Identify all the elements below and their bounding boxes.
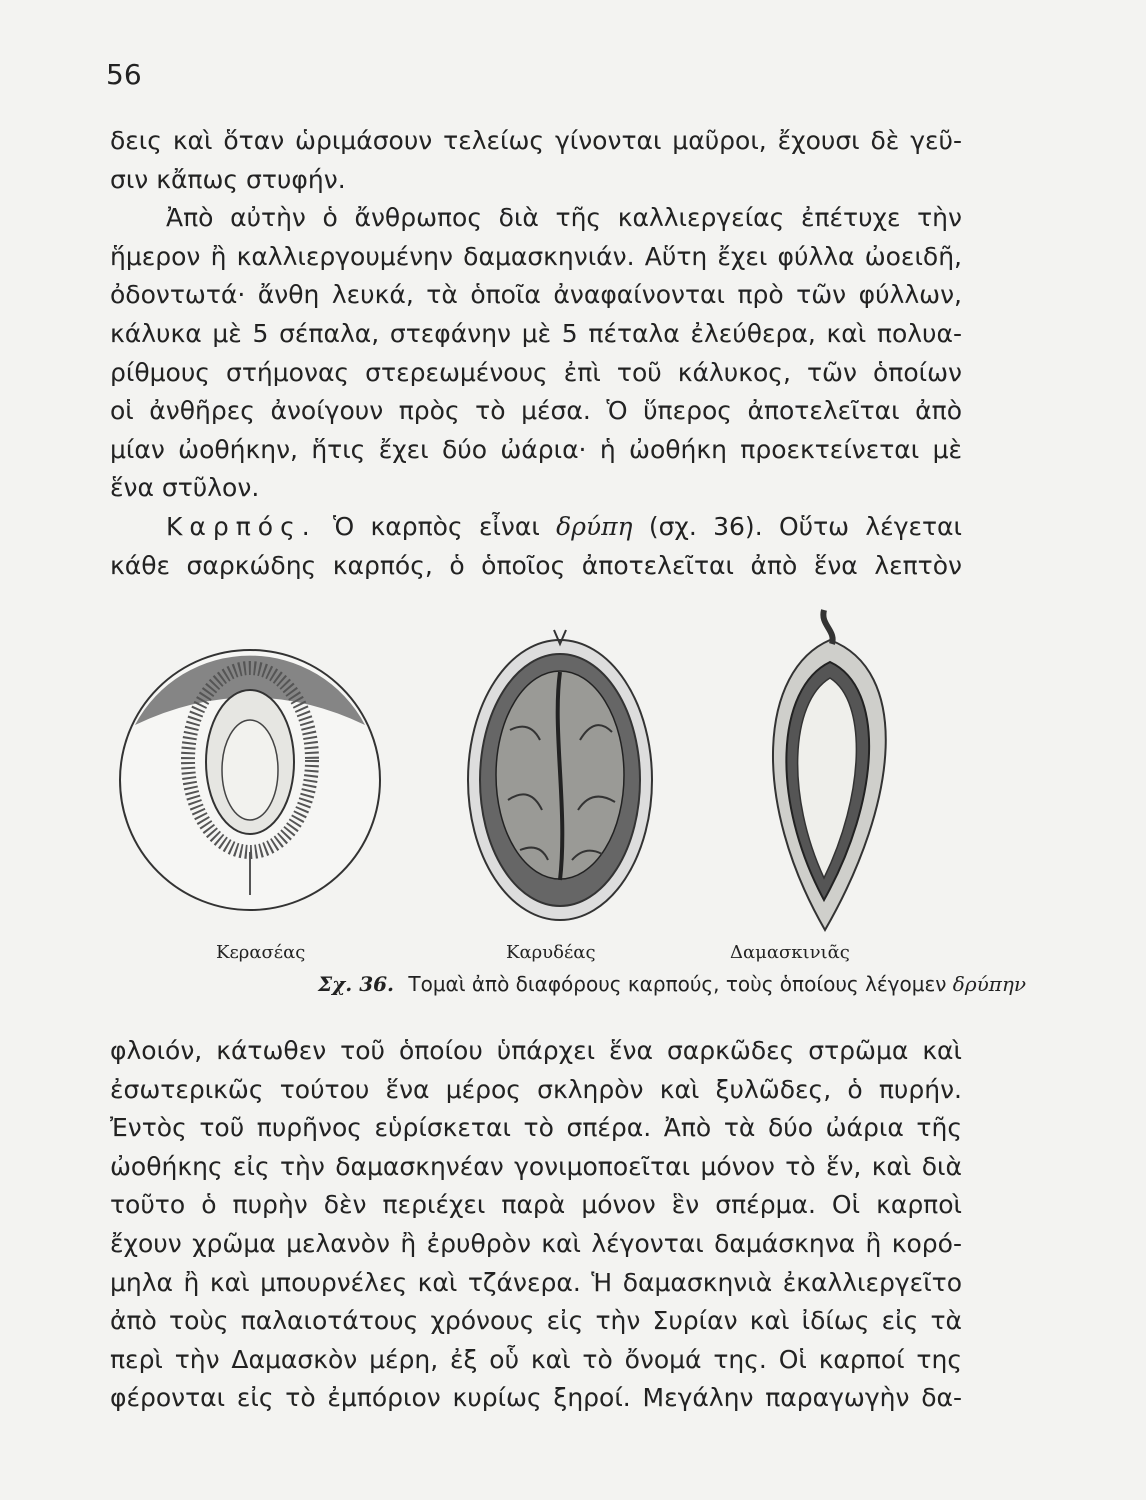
text-line: ρίθμους στήμονας στερεωμένους ἐπὶ τοῦ κάλυκος, τῶν ὁποίων [110,357,962,387]
fruit-sections-figure [100,600,980,960]
text-line: μίαν ὠοθήκην, ἥτις ἔχει δύο ὠάρια· ἡ ὠοθήκη προεκτείνεται μὲ [110,434,962,464]
karpos-lead: Ὁ καρπὸς εἶναι [333,511,540,541]
text-line: οἱ ἀνθῆρες ἀνοίγουν πρὸς τὸ μέσα. Ὁ ὕπερος ἀποτελεῖται ἀπὸ [110,396,962,426]
plum-section-illustration [740,600,920,940]
text-line: Ἐντὸς τοῦ πυρῆνος εὑρίσκεται τὸ σπέρα. Ἀπὸ τὰ δύο ὠάρια τῆς [110,1113,962,1143]
walnut-section-illustration [460,610,660,930]
text-line: κάλυκα μὲ 5 σέπαλα, στεφάνην μὲ 5 πέταλα ἐλεύθερα, καὶ πολυα- [110,318,962,348]
top-paragraphs [110,122,962,585]
text-line: ἕνα στῦλον. [110,473,260,503]
karpos-line [110,508,962,547]
karpos-term: δρύπη [556,511,633,541]
figure-label-cherry: Κερασέας [216,942,306,963]
caption-term: δρύπην [952,972,1027,996]
text-line: δεις καὶ ὅταν ὡριμάσουν τελείως γίνονται μαῦροι, ἔχουσι δὲ γεῦ- [110,126,962,155]
figure-label-walnut: Καρυδέας [506,942,596,963]
caption-text: Τομαὶ ἀπὸ διαφόρους καρπούς, τοὺς ὁποίους λέγομεν [408,972,947,996]
figure-label-plum: Δαμασκινιᾶς [730,942,850,963]
text-line: σιν κἄπως στυφήν. [110,164,346,194]
karpos-ref: (σχ. 36). Οὕτω λέγεται [648,511,962,541]
figure-caption [318,972,1026,996]
caption-number: Σχ. 36. [318,972,395,996]
text-line: ἥμερον ἢ καλλιεργουμένην δαμασκηνιάν. Αὕτη ἔχει φύλλα ὠοειδῆ, [110,241,962,271]
text-line: ἐσωτερικῶς τούτου ἕνα μέρος σκληρὸν καὶ ξυλῶδες, ὁ πυρήν. [110,1074,962,1104]
text-line: περὶ τὴν Δαμασκὸν μέρη, ἐξ οὗ καὶ τὸ ὄνομά της. Οἱ καρποί της [110,1344,962,1374]
text-line: τοῦτο ὁ πυρὴν δὲν περιέχει παρὰ μόνον ἓν σπέρμα. Οἱ καρποὶ [110,1190,962,1220]
cherry-section-illustration [100,630,400,930]
text-line: φέρονται εἰς τὸ ἐμπόριον κυρίως ξηροί. Μεγάλην παραγωγὴν δα- [110,1383,962,1413]
text-line: κάθε σαρκώδης καρπός, ὁ ὁποῖος ἀποτελεῖται ἀπὸ ἕνα λεπτὸν [110,550,962,580]
text-line: Ἀπὸ αὐτὴν ὁ ἄνθρωπος διὰ τῆς καλλιεργείας ἐπέτυχε τὴν [166,203,962,233]
karpos-heading: Καρπός. [166,511,317,541]
text-line: ὀδοντωτά· ἄνθη λευκά, τὰ ὁποῖα ἀναφαίνονται πρὸ τῶν φύλλων, [110,280,962,310]
text-line: ἀπὸ τοὺς παλαιοτάτους χρόνους εἰς τὴν Συρίαν καὶ ἰδίως εἰς τὰ [110,1306,962,1336]
text-line: ἔχουν χρῶμα μελανὸν ἢ ἐρυθρὸν καὶ λέγονται δαμάσκηνα ἢ κορό- [110,1228,962,1258]
page-number: 56 [106,58,142,91]
text-line: φλοιόν, κάτωθεν τοῦ ὁποίου ὑπάρχει ἕνα σαρκῶδες στρῶμα καὶ [110,1036,962,1065]
text-line: μηλα ἢ καὶ μπουρνέλες καὶ τζάνερα. Ἡ δαμασκηνιὰ ἐκαλλιεργεῖτο [110,1267,962,1297]
text-line: ὠοθήκης εἰς τὴν δαμασκηνέαν γονιμοποεῖται μόνον τὸ ἕν, καὶ διὰ [110,1151,962,1181]
bottom-paragraphs [110,1032,962,1418]
